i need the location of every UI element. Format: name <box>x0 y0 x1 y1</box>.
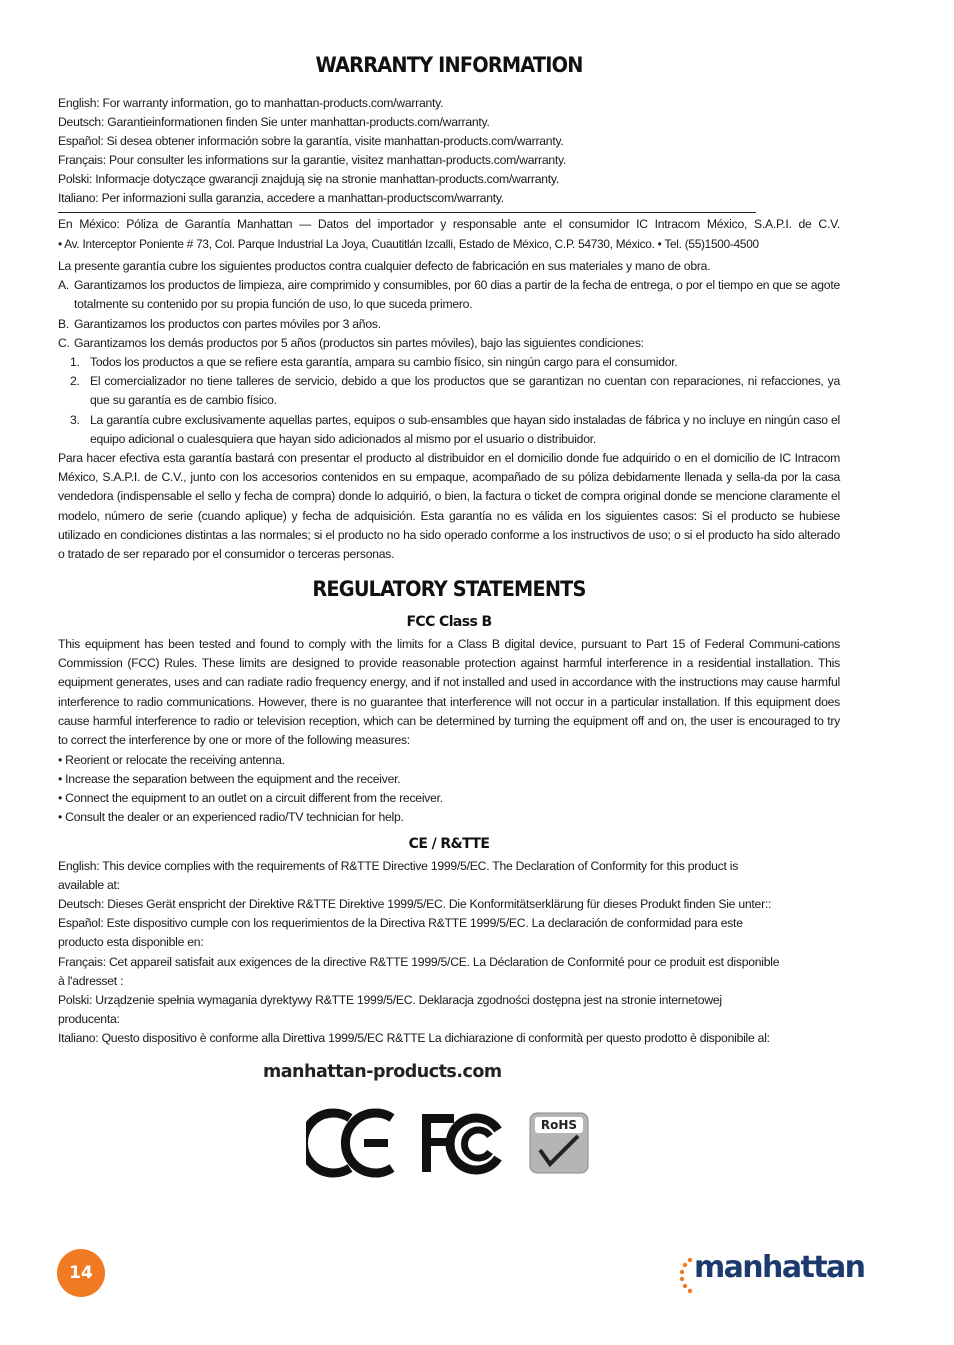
ce-mark-icon <box>306 1113 392 1173</box>
ce-line: producenta: <box>58 1012 120 1026</box>
warranty-title: WARRANTY INFORMATION <box>315 53 583 77</box>
ce-line: Polski: Urządzenie spełnia wymagania dyrektywy R&TTE 1999/5/EC. Deklaracja zgodności dostępna jest na stronie internetowej <box>58 993 722 1007</box>
warranty-item-c <box>58 334 840 353</box>
item-text: Garantizamos los demás productos por 5 años (productos sin partes móviles), bajo las siguientes condiciones: <box>74 336 644 350</box>
ce-line: Français: Cet appareil satisfait aux exigences de la directive R&TTE 1999/5/CE. La Déclaration de Conformité pour ce produit est disponible <box>58 955 780 969</box>
regulatory-title: REGULATORY STATEMENTS <box>312 577 586 601</box>
ce-line: producto esta disponible en: <box>58 935 204 949</box>
fcc-measure: • Consult the dealer or an experienced radio/TV technician for help. <box>58 810 404 824</box>
condition-2 <box>70 372 840 410</box>
ce-heading: CE / R&TTE <box>408 836 490 852</box>
condition-text: La garantía cubre exclusivamente aquellas partes, equipos o sub-ensambles que hayan sido instaladas de fábrica y no incluye en ningún caso el equipo adicional o cualesquiera que hayan sido adicionados al mismo por el usuario o distribuidor. <box>90 413 840 447</box>
condition-text: El comercializador no tiene talleres de servicio, debido a que los productos que se garantizan no cuentan con reparaciones, ni refacciones, ya que su garantía es de cambio físico. <box>90 374 840 408</box>
warranty-intro: La presente garantía cubre los siguientes productos contra cualquier defecto de fabricación en sus materiales y mano de obra. <box>58 259 711 273</box>
brand-name: manhattan <box>694 1250 865 1285</box>
manhattan-logo <box>676 1248 865 1300</box>
condition-3 <box>70 411 840 449</box>
page-number: 14 <box>57 1249 105 1297</box>
item-marker: C. <box>58 336 70 350</box>
condition-marker: 1. <box>70 355 80 369</box>
warranty-item-b <box>58 315 840 334</box>
fcc-measure: • Connect the equipment to an outlet on a circuit different from the receiver. <box>58 791 443 805</box>
fcc-measure: • Reorient or relocate the receiving antenna. <box>58 753 285 767</box>
ce-line: available at: <box>58 878 120 892</box>
ce-line: à l'adresset : <box>58 974 124 988</box>
brand-dots-icon <box>676 1248 696 1300</box>
ce-line: Español: Este dispositivo cumple con los requerimientos de la Directiva R&TTE 1999/5/EC. La declaración de conformidad para este <box>58 916 743 930</box>
mexico-importer: En México: Póliza de Garantía Manhattan — Datos del importador y responsable ante el consumidor IC Intracom México, S.A.P.I. de C.V. <box>58 217 840 231</box>
warranty-polski: Polski: Informacje dotyczące gwarancji znajdują się na stronie manhattan-products.com/warranty. <box>58 172 560 186</box>
warranty-espanol: Español: Si desea obtener información sobre la garantía, visite manhattan-products.com/warranty. <box>58 134 564 148</box>
ce-line: Deutsch: Dieses Gerät enspricht der Direktive R&TTE Direktive 1999/5/EC. Die Konformitätserklärung für dieses Produkt finden Sie unter:: <box>58 897 772 911</box>
certification-logos <box>306 1108 596 1178</box>
item-text: Garantizamos los productos de limpieza, aire comprimido y consumibles, por 60 dias a partir de la fecha de entrega, o por el tiempo en que se agote totalmente su contenido por su propia función de uso, lo que suceda primero. <box>74 278 840 312</box>
warranty-deutsch: Deutsch: Garantieinformationen finden Sie unter manhattan-products.com/warranty. <box>58 115 490 129</box>
condition-marker: 2. <box>70 374 80 388</box>
condition-marker: 3. <box>70 413 80 427</box>
warranty-italiano: Italiano: Per informazioni sulla garanzia, accedere a manhattan-productscom/warranty. <box>58 191 504 205</box>
warranty-item-a <box>58 276 840 314</box>
fcc-measure: • Increase the separation between the equipment and the receiver. <box>58 772 401 786</box>
divider-rule <box>58 212 756 213</box>
ce-line: Italiano: Questo dispositivo è conforme alla Direttiva 1999/5/EC R&TTE La dichiarazione di conformità per questo prodotto è disponibile al: <box>58 1031 770 1045</box>
item-marker: A. <box>58 278 70 292</box>
condition-1 <box>70 353 840 372</box>
mexico-address: • Av. Interceptor Poniente # 73, Col. Parque Industrial La Joya, Cuautitlán Izcalli, Estado de México, C.P. 54730, México. • Tel. (55)1500-4500 <box>58 237 759 251</box>
fcc-logo-icon <box>422 1114 498 1172</box>
ce-line: English: This device complies with the requirements of R&TTE Directive 1999/5/EC. The Declaration of Conformity for this product is <box>58 859 739 873</box>
rohs-check-icon <box>530 1113 588 1173</box>
condition-text: Todos los productos a que se refiere esta garantía, ampara su cambio físico, sin ningún cargo para el consumidor. <box>90 355 678 369</box>
item-text: Garantizamos los productos con partes móviles por 3 años. <box>74 317 381 331</box>
warranty-english: English: For warranty information, go to manhattan-products.com/warranty. <box>58 96 444 110</box>
rohs-label: RoHS <box>540 1118 578 1132</box>
fcc-heading: FCC Class B <box>406 614 492 630</box>
item-marker: B. <box>58 317 70 331</box>
warranty-closing: Para hacer efectiva esta garantía bastará con presentar el producto al distribuidor en el domicilio donde fue adquirido o en el domicilio de IC Intracom México, S.A.P.I. de C.V., junto con los accesorios contenidos en su empaque, acompañado de su póliza debidamente llenada y sella-da por la casa vendedora (indispensable el sello y fecha de compra) donde lo adquirió, o bien, la factura o ticket de compra original donde se mencione claramente el modelo, número de serie (cuando aplique) y fecha de adquisición. Esta garantía no es válida en los siguientes casos: Si el producto se hubiese utilizado en condiciones distintas a las normales; si el producto no ha sido operado conforme a los instructivos de uso; o si el producto ha sido alterado o tratado de ser reparado por el consumidor o terceras personas. <box>58 451 840 562</box>
warranty-francais: Français: Pour consulter les informations sur la garantie, visitez manhattan-products.com/warranty. <box>58 153 567 167</box>
website-link[interactable]: manhattan-products.com <box>263 1062 502 1082</box>
fcc-body: This equipment has been tested and found to comply with the limits for a Class B digital device, pursuant to Part 15 of Federal Communi-cations Commission (FCC) Rules. These limits are designed to provide reasonable protection against harmful interference in a residential installation. This equipment generates, uses and can radiate radio frequency energy, and if not installed and used in accordance with the instructions may cause harmful interference to radio communications. However, there is no guarantee that interference will not occur in a particular installation. If this equipment does cause harmful interference to radio or television reception, which can be determined by turning the equipment off and on, the user is encouraged to try to correct the interference by one or more of the following measures: <box>58 637 840 748</box>
